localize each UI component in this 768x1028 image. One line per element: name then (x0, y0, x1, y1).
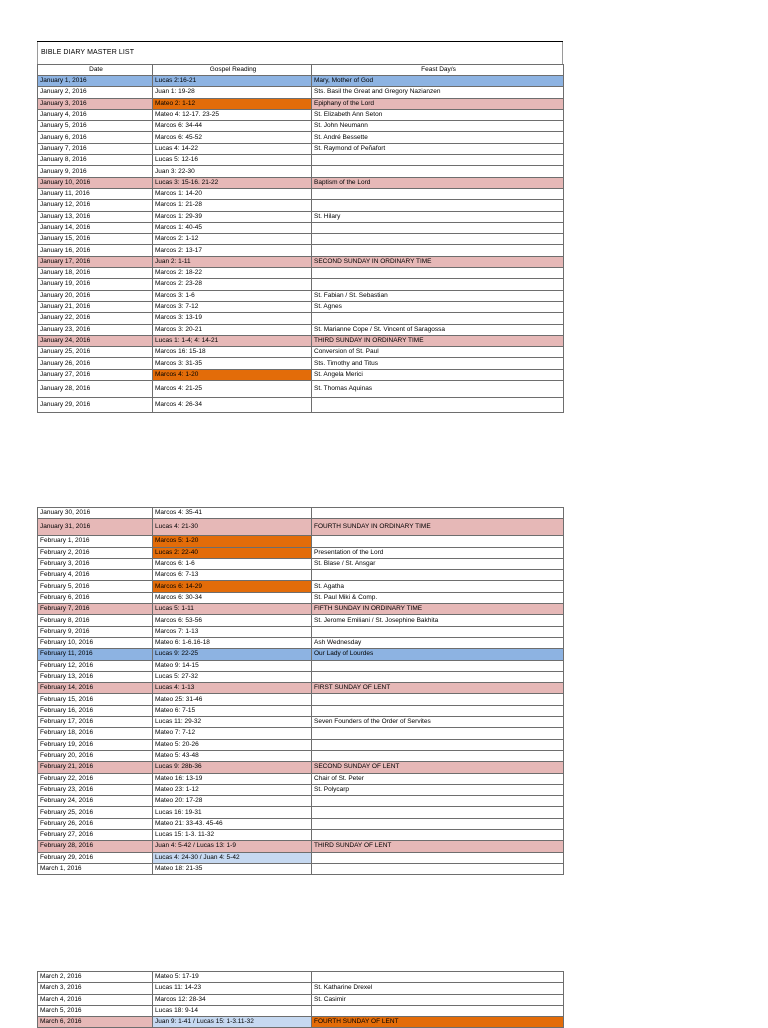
readings-table (37, 971, 564, 1028)
table-row (38, 705, 564, 716)
date-cell: February 26, 2016 (38, 818, 153, 829)
gospel-cell: Marcos 1: 14-20 (153, 188, 312, 199)
date-cell: January 17, 2016 (38, 256, 153, 267)
table-row (38, 166, 564, 177)
table-row (38, 313, 564, 324)
gospel-cell: Lucas 16: 19-31 (153, 807, 312, 818)
date-cell: February 10, 2016 (38, 637, 153, 648)
date-cell: February 3, 2016 (38, 558, 153, 569)
table-row (38, 841, 564, 852)
date-cell: February 8, 2016 (38, 615, 153, 626)
gospel-cell: Marcos 1: 40-45 (153, 222, 312, 233)
feast-cell (312, 830, 564, 841)
gospel-cell: Marcos 6: 7-13 (153, 570, 312, 581)
feast-cell (312, 398, 564, 413)
feast-cell: FIRST SUNDAY OF LENT (312, 683, 564, 694)
gospel-cell: Marcos 3: 7-12 (153, 301, 312, 312)
gospel-cell: Lucas 4: 1-13 (153, 683, 312, 694)
gospel-cell: Lucas 18: 9-14 (153, 1005, 312, 1016)
table-row (38, 739, 564, 750)
gospel-cell: Marcos 6: 30-34 (153, 592, 312, 603)
table-row (38, 347, 564, 358)
feast-cell: St. Elizabeth Ann Seton (312, 109, 564, 120)
feast-cell (312, 1005, 564, 1016)
gospel-cell: Juan 9: 1-41 / Lucas 15: 1-3.11-32 (153, 1017, 312, 1028)
table-row (38, 234, 564, 245)
gospel-cell: Marcos 3: 1-6 (153, 290, 312, 301)
date-cell: February 6, 2016 (38, 592, 153, 603)
table-row (38, 581, 564, 592)
feast-cell: Chair of St. Peter (312, 773, 564, 784)
date-cell: January 2, 2016 (38, 87, 153, 98)
date-cell: February 16, 2016 (38, 705, 153, 716)
date-cell: February 18, 2016 (38, 728, 153, 739)
table-row (38, 807, 564, 818)
date-cell: January 23, 2016 (38, 324, 153, 335)
feast-cell: St. Thomas Aquinas (312, 381, 564, 398)
table-row (38, 1017, 564, 1028)
date-cell: February 17, 2016 (38, 717, 153, 728)
table-row (38, 508, 564, 519)
feast-cell: FIFTH SUNDAY IN ORDINARY TIME (312, 604, 564, 615)
table-body (38, 76, 564, 413)
date-cell: February 9, 2016 (38, 626, 153, 637)
table-row (38, 143, 564, 154)
gospel-cell: Mateo 20: 17-28 (153, 796, 312, 807)
table-row (38, 324, 564, 335)
date-cell: February 5, 2016 (38, 581, 153, 592)
table-row (38, 660, 564, 671)
table-row (38, 519, 564, 536)
table-row (38, 558, 564, 569)
gospel-cell: Marcos 1: 29-39 (153, 211, 312, 222)
table-row (38, 750, 564, 761)
feast-cell (312, 245, 564, 256)
feast-cell (312, 852, 564, 863)
gospel-cell: Marcos 3: 20-21 (153, 324, 312, 335)
feast-cell: Sts. Basil the Great and Gregory Nazianzen (312, 87, 564, 98)
table-row (38, 1005, 564, 1016)
gospel-cell: Marcos 2: 23-28 (153, 279, 312, 290)
table-row (38, 290, 564, 301)
table-row (38, 762, 564, 773)
gospel-cell: Lucas 9: 22-25 (153, 649, 312, 660)
date-cell: February 27, 2016 (38, 830, 153, 841)
date-cell: February 2, 2016 (38, 547, 153, 558)
feast-cell: THIRD SUNDAY IN ORDINARY TIME (312, 335, 564, 346)
gospel-cell: Mateo 16: 13-19 (153, 773, 312, 784)
date-cell: February 29, 2016 (38, 852, 153, 863)
gospel-cell: Mateo 23: 1-12 (153, 784, 312, 795)
header-row (38, 65, 564, 76)
date-cell: February 14, 2016 (38, 683, 153, 694)
sheet-january (37, 41, 563, 413)
feast-cell (312, 807, 564, 818)
readings-table (37, 507, 564, 875)
table-row (38, 132, 564, 143)
table-row (38, 211, 564, 222)
feast-cell (312, 313, 564, 324)
date-cell: January 6, 2016 (38, 132, 153, 143)
table-row (38, 177, 564, 188)
gospel-cell: Mateo 5: 17-19 (153, 972, 312, 983)
table-row (38, 615, 564, 626)
feast-cell: St. Blase / St. Ansgar (312, 558, 564, 569)
date-cell: March 2, 2016 (38, 972, 153, 983)
table-row (38, 200, 564, 211)
table-row (38, 268, 564, 279)
gospel-cell: Lucas 4: 21-30 (153, 519, 312, 536)
table-row (38, 109, 564, 120)
gospel-cell: Juan 2: 1-11 (153, 256, 312, 267)
table-row (38, 369, 564, 380)
gospel-cell: Lucas 4: 14-22 (153, 143, 312, 154)
gospel-cell: Lucas 3: 15-16. 21-22 (153, 177, 312, 188)
table-row (38, 830, 564, 841)
table-row (38, 852, 564, 863)
gospel-cell: Marcos 1: 21-28 (153, 200, 312, 211)
gospel-cell: Mateo 9: 14-15 (153, 660, 312, 671)
table-row (38, 381, 564, 398)
date-cell: January 27, 2016 (38, 369, 153, 380)
gospel-cell: Mateo 25: 31-46 (153, 694, 312, 705)
table-row (38, 245, 564, 256)
table-row (38, 536, 564, 547)
gospel-cell: Marcos 16: 15-18 (153, 347, 312, 358)
date-cell: January 7, 2016 (38, 143, 153, 154)
table-row (38, 728, 564, 739)
feast-cell: St. Hilary (312, 211, 564, 222)
feast-cell: St. Marianne Cope / St. Vincent of Saragossa (312, 324, 564, 335)
feast-cell (312, 796, 564, 807)
gospel-cell: Lucas 9: 28b-36 (153, 762, 312, 773)
gospel-cell: Lucas 4: 24-30 / Juan 4: 5-42 (153, 852, 312, 863)
date-cell: January 21, 2016 (38, 301, 153, 312)
date-cell: January 22, 2016 (38, 313, 153, 324)
table-row (38, 279, 564, 290)
feast-cell: St. John Neumann (312, 121, 564, 132)
table-row (38, 694, 564, 705)
feast-cell: Epiphany of the Lord (312, 98, 564, 109)
date-cell: January 20, 2016 (38, 290, 153, 301)
date-cell: January 12, 2016 (38, 200, 153, 211)
table-row (38, 335, 564, 346)
feast-cell (312, 705, 564, 716)
date-cell: January 3, 2016 (38, 98, 153, 109)
table-row (38, 863, 564, 874)
table-row (38, 637, 564, 648)
table-row (38, 671, 564, 682)
feast-cell (312, 694, 564, 705)
date-cell: January 13, 2016 (38, 211, 153, 222)
date-cell: January 1, 2016 (38, 76, 153, 87)
table-row (38, 592, 564, 603)
gospel-cell: Mateo 21: 33-43. 45-46 (153, 818, 312, 829)
gospel-cell: Marcos 3: 31-35 (153, 358, 312, 369)
feast-cell: Mary, Mother of God (312, 76, 564, 87)
feast-cell: St. Agnes (312, 301, 564, 312)
date-cell: January 4, 2016 (38, 109, 153, 120)
date-cell: February 21, 2016 (38, 762, 153, 773)
date-cell: February 28, 2016 (38, 841, 153, 852)
gospel-cell: Lucas 2: 22-40 (153, 547, 312, 558)
feast-cell (312, 671, 564, 682)
feast-cell: St. Paul Miki & Comp. (312, 592, 564, 603)
feast-cell: FOURTH SUNDAY IN ORDINARY TIME (312, 519, 564, 536)
feast-cell (312, 626, 564, 637)
date-cell: January 30, 2016 (38, 508, 153, 519)
gospel-cell: Marcos 4: 26-34 (153, 398, 312, 413)
table-row (38, 547, 564, 558)
date-cell: January 8, 2016 (38, 155, 153, 166)
header-date: Date (38, 65, 153, 76)
gospel-cell: Lucas 5: 12-16 (153, 155, 312, 166)
gospel-cell: Marcos 6: 14-29 (153, 581, 312, 592)
feast-cell (312, 750, 564, 761)
date-cell: February 23, 2016 (38, 784, 153, 795)
date-cell: January 5, 2016 (38, 121, 153, 132)
gospel-cell: Mateo 2: 1-12 (153, 98, 312, 109)
table-row (38, 972, 564, 983)
gospel-cell: Marcos 3: 13-19 (153, 313, 312, 324)
feast-cell: SECOND SUNDAY IN ORDINARY TIME (312, 256, 564, 267)
table-row (38, 683, 564, 694)
feast-cell: St. Katharine Drexel (312, 983, 564, 994)
gospel-cell: Lucas 1: 1-4; 4: 14-21 (153, 335, 312, 346)
date-cell: February 1, 2016 (38, 536, 153, 547)
gospel-cell: Juan 1: 19-28 (153, 87, 312, 98)
date-cell: January 29, 2016 (38, 398, 153, 413)
date-cell: February 24, 2016 (38, 796, 153, 807)
table-row (38, 994, 564, 1005)
gospel-cell: Lucas 15: 1-3. 11-32 (153, 830, 312, 841)
table-body (38, 508, 564, 875)
table-row (38, 717, 564, 728)
gospel-cell: Marcos 4: 35-41 (153, 508, 312, 519)
feast-cell (312, 972, 564, 983)
date-cell: March 4, 2016 (38, 994, 153, 1005)
gospel-cell: Lucas 5: 27-32 (153, 671, 312, 682)
date-cell: January 16, 2016 (38, 245, 153, 256)
date-cell: February 11, 2016 (38, 649, 153, 660)
feast-cell: Sts. Timothy and Titus (312, 358, 564, 369)
gospel-cell: Marcos 2: 1-12 (153, 234, 312, 245)
feast-cell (312, 222, 564, 233)
date-cell: February 20, 2016 (38, 750, 153, 761)
feast-cell (312, 818, 564, 829)
feast-cell: St. Casimir (312, 994, 564, 1005)
feast-cell: St. Fabian / St. Sebastian (312, 290, 564, 301)
gospel-cell: Marcos 2: 18-22 (153, 268, 312, 279)
gospel-cell: Marcos 4: 1-20 (153, 369, 312, 380)
date-cell: January 18, 2016 (38, 268, 153, 279)
date-cell: March 5, 2016 (38, 1005, 153, 1016)
readings-table (37, 64, 564, 413)
gospel-cell: Mateo 6: 1-6.16-18 (153, 637, 312, 648)
gospel-cell: Mateo 18: 21-35 (153, 863, 312, 874)
date-cell: January 28, 2016 (38, 381, 153, 398)
feast-cell: Conversion of St. Paul (312, 347, 564, 358)
date-cell: February 22, 2016 (38, 773, 153, 784)
feast-cell (312, 660, 564, 671)
table-row (38, 818, 564, 829)
feast-cell: Ash Wednesday (312, 637, 564, 648)
gospel-cell: Marcos 6: 34-44 (153, 121, 312, 132)
date-cell: February 12, 2016 (38, 660, 153, 671)
table-row (38, 649, 564, 660)
date-cell: March 1, 2016 (38, 863, 153, 874)
sheet-february (37, 507, 563, 875)
table-row (38, 87, 564, 98)
table-row (38, 784, 564, 795)
feast-cell (312, 536, 564, 547)
feast-cell (312, 166, 564, 177)
feast-cell (312, 234, 564, 245)
feast-cell (312, 188, 564, 199)
date-cell: January 19, 2016 (38, 279, 153, 290)
table-row (38, 155, 564, 166)
gospel-cell: Juan 4: 5-42 / Lucas 13: 1-9 (153, 841, 312, 852)
table-row (38, 626, 564, 637)
feast-cell (312, 508, 564, 519)
gospel-cell: Marcos 5: 1-20 (153, 536, 312, 547)
table-row (38, 570, 564, 581)
table-row (38, 796, 564, 807)
gospel-cell: Marcos 4: 21-25 (153, 381, 312, 398)
header-feast: Feast Day/s (312, 65, 564, 76)
date-cell: February 13, 2016 (38, 671, 153, 682)
gospel-cell: Marcos 2: 13-17 (153, 245, 312, 256)
date-cell: January 15, 2016 (38, 234, 153, 245)
gospel-cell: Mateo 5: 20-26 (153, 739, 312, 750)
gospel-cell: Marcos 7: 1-13 (153, 626, 312, 637)
feast-cell: Seven Founders of the Order of Servites (312, 717, 564, 728)
gospel-cell: Mateo 4: 12-17. 23-25 (153, 109, 312, 120)
feast-cell (312, 279, 564, 290)
table-row (38, 256, 564, 267)
feast-cell: St. Polycarp (312, 784, 564, 795)
feast-cell (312, 268, 564, 279)
feast-cell: SECOND SUNDAY OF LENT (312, 762, 564, 773)
feast-cell: THIRD SUNDAY OF LENT (312, 841, 564, 852)
table-row (38, 98, 564, 109)
table-body (38, 972, 564, 1028)
gospel-cell: Lucas 5: 1-11 (153, 604, 312, 615)
date-cell: March 6, 2016 (38, 1017, 153, 1028)
feast-cell (312, 200, 564, 211)
date-cell: February 15, 2016 (38, 694, 153, 705)
feast-cell: St. Raymond of Peñafort (312, 143, 564, 154)
date-cell: February 25, 2016 (38, 807, 153, 818)
feast-cell: Baptism of the Lord (312, 177, 564, 188)
gospel-cell: Mateo 5: 43-48 (153, 750, 312, 761)
sheet-march (37, 971, 563, 1028)
feast-cell (312, 155, 564, 166)
gospel-cell: Marcos 12: 28-34 (153, 994, 312, 1005)
date-cell: March 3, 2016 (38, 983, 153, 994)
gospel-cell: Marcos 6: 45-52 (153, 132, 312, 143)
feast-cell: Presentation of the Lord (312, 547, 564, 558)
date-cell: February 19, 2016 (38, 739, 153, 750)
table-row (38, 604, 564, 615)
date-cell: January 24, 2016 (38, 335, 153, 346)
document-title: BIBLE DIARY MASTER LIST (37, 42, 563, 64)
date-cell: January 10, 2016 (38, 177, 153, 188)
feast-cell: St. Agatha (312, 581, 564, 592)
feast-cell (312, 728, 564, 739)
table-row (38, 773, 564, 784)
feast-cell (312, 570, 564, 581)
date-cell: January 26, 2016 (38, 358, 153, 369)
feast-cell (312, 739, 564, 750)
table-row (38, 121, 564, 132)
gospel-cell: Lucas 11: 29-32 (153, 717, 312, 728)
table-row (38, 76, 564, 87)
feast-cell (312, 863, 564, 874)
feast-cell: St. Jerome Emiliani / St. Josephine Bakhita (312, 615, 564, 626)
gospel-cell: Mateo 7: 7-12 (153, 728, 312, 739)
date-cell: January 9, 2016 (38, 166, 153, 177)
table-row (38, 222, 564, 233)
gospel-cell: Marcos 6: 53-56 (153, 615, 312, 626)
feast-cell: Our Lady of Lourdes (312, 649, 564, 660)
table-row (38, 398, 564, 413)
date-cell: February 4, 2016 (38, 570, 153, 581)
feast-cell: St. Angela Merici (312, 369, 564, 380)
feast-cell: FOURTH SUNDAY OF LENT (312, 1017, 564, 1028)
gospel-cell: Lucas 2:16-21 (153, 76, 312, 87)
date-cell: February 7, 2016 (38, 604, 153, 615)
feast-cell: St. André Bessette (312, 132, 564, 143)
header-gospel: Gospel Reading (153, 65, 312, 76)
gospel-cell: Lucas 11: 14-23 (153, 983, 312, 994)
table-row (38, 983, 564, 994)
table-row (38, 301, 564, 312)
date-cell: January 25, 2016 (38, 347, 153, 358)
table-row (38, 358, 564, 369)
date-cell: January 31, 2016 (38, 519, 153, 536)
table-row (38, 188, 564, 199)
gospel-cell: Mateo 6: 7-15 (153, 705, 312, 716)
date-cell: January 11, 2016 (38, 188, 153, 199)
gospel-cell: Marcos 6: 1-6 (153, 558, 312, 569)
date-cell: January 14, 2016 (38, 222, 153, 233)
gospel-cell: Juan 3: 22-30 (153, 166, 312, 177)
